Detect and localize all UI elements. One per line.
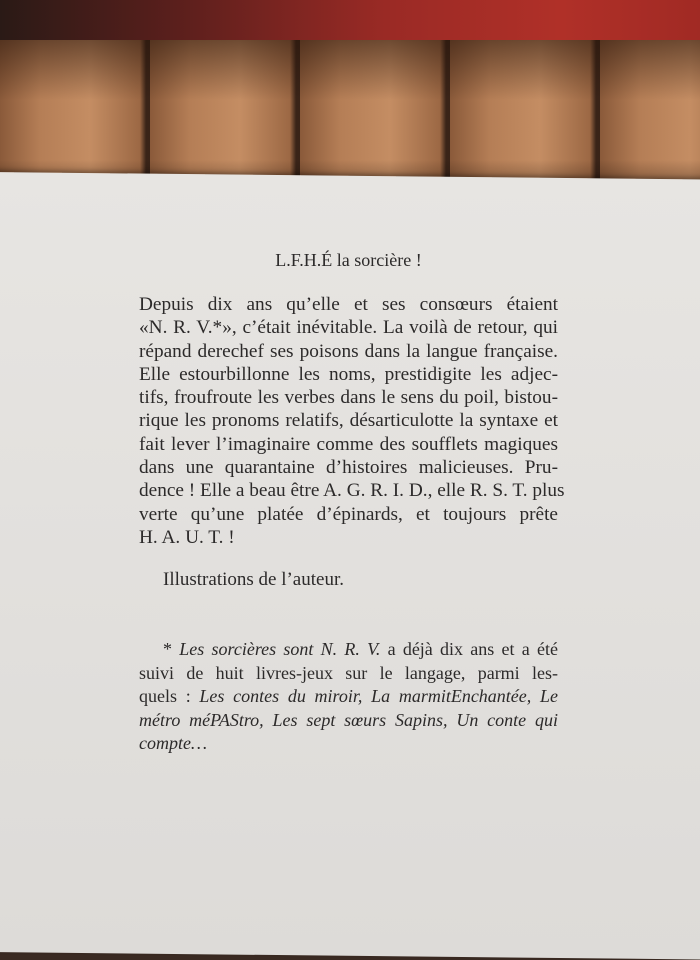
footnote-line <box>139 709 558 733</box>
footnote-line <box>139 638 558 662</box>
text-line: Depuis dix ans qu’elle et ses consœurs étaient <box>139 294 558 315</box>
text-line: tifs, froufroute les verbes dans le sens du poil, bistou- <box>139 387 558 409</box>
book-titles: Les contes du miroir, La marmitEnchantée, Le <box>199 686 558 707</box>
text-line: dans une quarantaine d’histoires malicieuses. Pru- <box>139 457 558 479</box>
book-title: Les sorcières sont N. R. V. <box>179 639 381 660</box>
footnote-line: suivi de huit livres-jeux sur le langage, parmi les- <box>139 662 558 683</box>
blurb-paragraph <box>139 293 565 549</box>
footnote-line <box>139 732 558 756</box>
page-text <box>139 250 565 756</box>
footnote <box>139 638 558 756</box>
text-line: répand derechef ses poisons dans la langue française. <box>139 340 558 362</box>
text-line: H. A. U. T. ! <box>139 526 235 548</box>
book-titles: métro méPAStro, Les sept sœurs Sapins, Un conte qui <box>139 709 558 730</box>
text-line: Elle estourbillonne les noms, prestidigite les adjec- <box>139 363 558 385</box>
table-shadow <box>0 40 700 190</box>
text-line: fait lever l’imaginaire comme des soufflets magiques <box>139 433 558 455</box>
text-line: «N. R. V.*», c’était inévitable. La voilà de retour, qui <box>139 317 558 339</box>
text-line: rique les pronoms relatifs, désarticulotte la syntaxe et <box>139 410 558 432</box>
footnote-line <box>139 685 558 709</box>
text-line: dence ! Elle a beau être A. G. R. I. D., elle R. S. T. plus <box>139 480 565 502</box>
page-title: L.F.H.É la sorcière ! <box>275 250 422 270</box>
footnote-text: quels : <box>139 686 200 707</box>
footnote-marker: * <box>163 639 180 660</box>
text-line: verte qu’une platée d’épinards, et toujours prête <box>139 503 558 525</box>
book-titles: compte… <box>139 733 207 754</box>
footnote-text: a déjà dix ans et a été <box>380 639 558 660</box>
illustration-credit: Illustrations de l’auteur. <box>163 569 344 591</box>
